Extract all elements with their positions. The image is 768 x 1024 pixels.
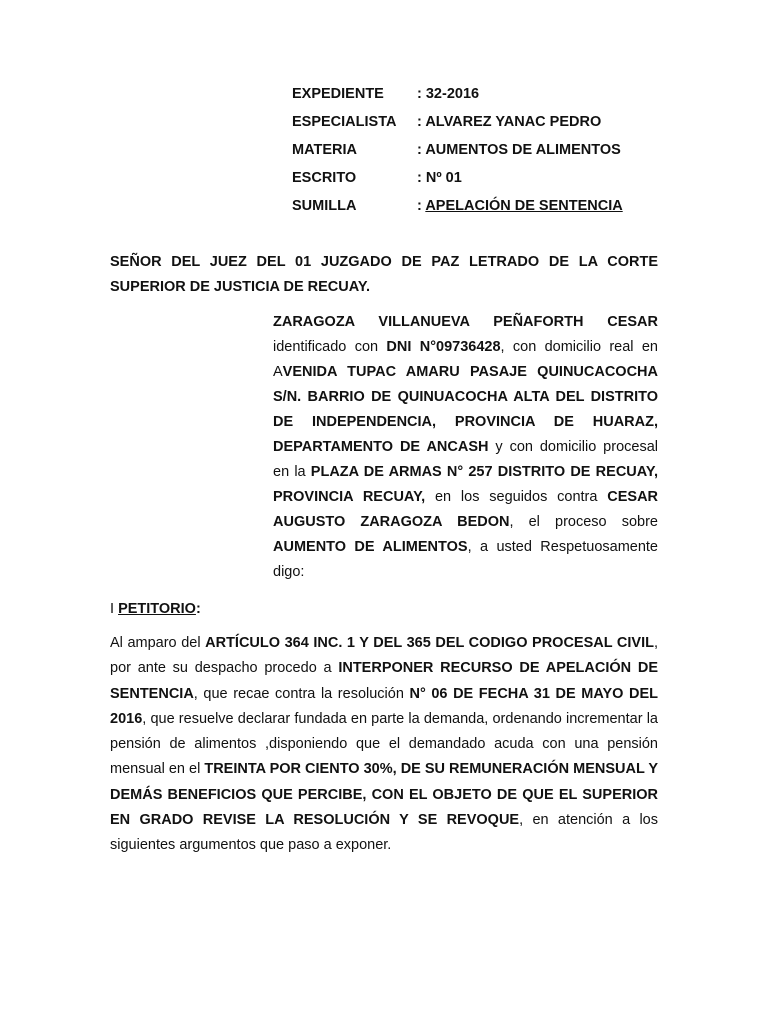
body-text: , en atención a los siguientes argumentos que paso a exponer. [110, 812, 658, 854]
party-dni: DNI N°09736428 [386, 339, 501, 355]
header-row-escrito [292, 168, 623, 196]
header-value: : 32-2016 [417, 86, 480, 102]
body-text: , que recae contra la resolución [193, 685, 410, 702]
body-text: Al amparo del [110, 635, 206, 651]
sumilla-value: APELACIÓN DE SENTENCIA [425, 198, 623, 214]
party-matter: AUMENTO DE ALIMENTOS [273, 539, 468, 555]
party-text: en los seguidos contra [425, 489, 608, 505]
header-value: : AUMENTOS DE ALIMENTOS [417, 142, 621, 158]
header-label: EXPEDIENTE [292, 86, 384, 102]
header-value [417, 196, 623, 224]
party-text: identificado con [273, 339, 387, 355]
section-colon: : [195, 601, 201, 617]
body-bold: TREINTA POR CIENTO 30%, DE SU REMUNERACIÓN MENSUAL Y DEMÁS BENEFICIOS QUE PERCIBE, CON EL OBJETO DE QUE EL SUPERIOR EN GRADO REVISE LA RESOLUCIÓN Y SE REVOQUE [110, 761, 658, 829]
header-label: MATERIA [292, 142, 357, 158]
header-row-materia [292, 140, 623, 168]
header-value: : Nº 01 [417, 170, 462, 186]
addressee: SEÑOR DEL JUEZ DEL 01 JUZGADO DE PAZ LETRADO DE LA CORTE SUPERIOR DE JUSTICIA DE RECUAY. [110, 254, 658, 295]
body-text: , que resuelve declarar fundada en parte la demanda, ordenando incrementar la pensión de alimentos ,disponiendo que el demandado acuda con una pensión mensual en el [110, 710, 658, 778]
party-address-initial: A [273, 364, 283, 380]
header-label: ESPECIALISTA [292, 114, 397, 130]
case-header [292, 84, 623, 224]
party-defendant: CESAR AUGUSTO ZARAGOZA BEDON [273, 489, 659, 530]
section-title-text: PETITORIO [118, 601, 196, 617]
header-label: ESCRITO [292, 170, 357, 186]
party-text: , el proceso sobre [509, 514, 658, 530]
petition-paragraph [110, 631, 658, 859]
body-bold: INTERPONER RECURSO DE APELACIÓN DE SENTENCIA [110, 660, 659, 702]
body-bold: ARTÍCULO 364 INC. 1 Y DEL 365 DEL CODIGO PROCESAL CIVIL [205, 635, 654, 651]
section-numeral: I [110, 601, 119, 617]
section-title [110, 597, 201, 622]
body-bold: N° 06 DE FECHA 31 DE MAYO DEL 2016 [110, 685, 658, 727]
party-text: y con domicilio procesal en la [273, 439, 658, 480]
header-value: : ALVAREZ YANAC PEDRO [417, 114, 602, 130]
body-text: , por ante su despacho procedo a [110, 635, 658, 677]
header-row-expediente [292, 84, 623, 112]
header-row-sumilla [292, 196, 623, 224]
party-address: VENIDA TUPAC AMARU PASAJE QUINUCACOCHA S/N. BARRIO DE QUINUACOCHA ALTA DEL DISTRITO DE INDEPENDENCIA, PROVINCIA DE HUARAZ, DEPARTAMENTO DE ANCASH [273, 364, 658, 455]
party-name: ZARAGOZA VILLANUEVA PEÑAFORTH CESAR [273, 314, 658, 330]
party-text: , con domicilio real en [500, 339, 658, 355]
header-row-especialista [292, 112, 623, 140]
party-text: , a usted Respetuosamente digo: [273, 539, 658, 580]
party-procesal-address: PLAZA DE ARMAS N° 257 DISTRITO DE RECUAY, PROVINCIA RECUAY, [273, 464, 658, 505]
header-label: SUMILLA [292, 198, 357, 214]
party-introduction [273, 310, 658, 585]
sumilla-prefix: : [417, 198, 426, 214]
